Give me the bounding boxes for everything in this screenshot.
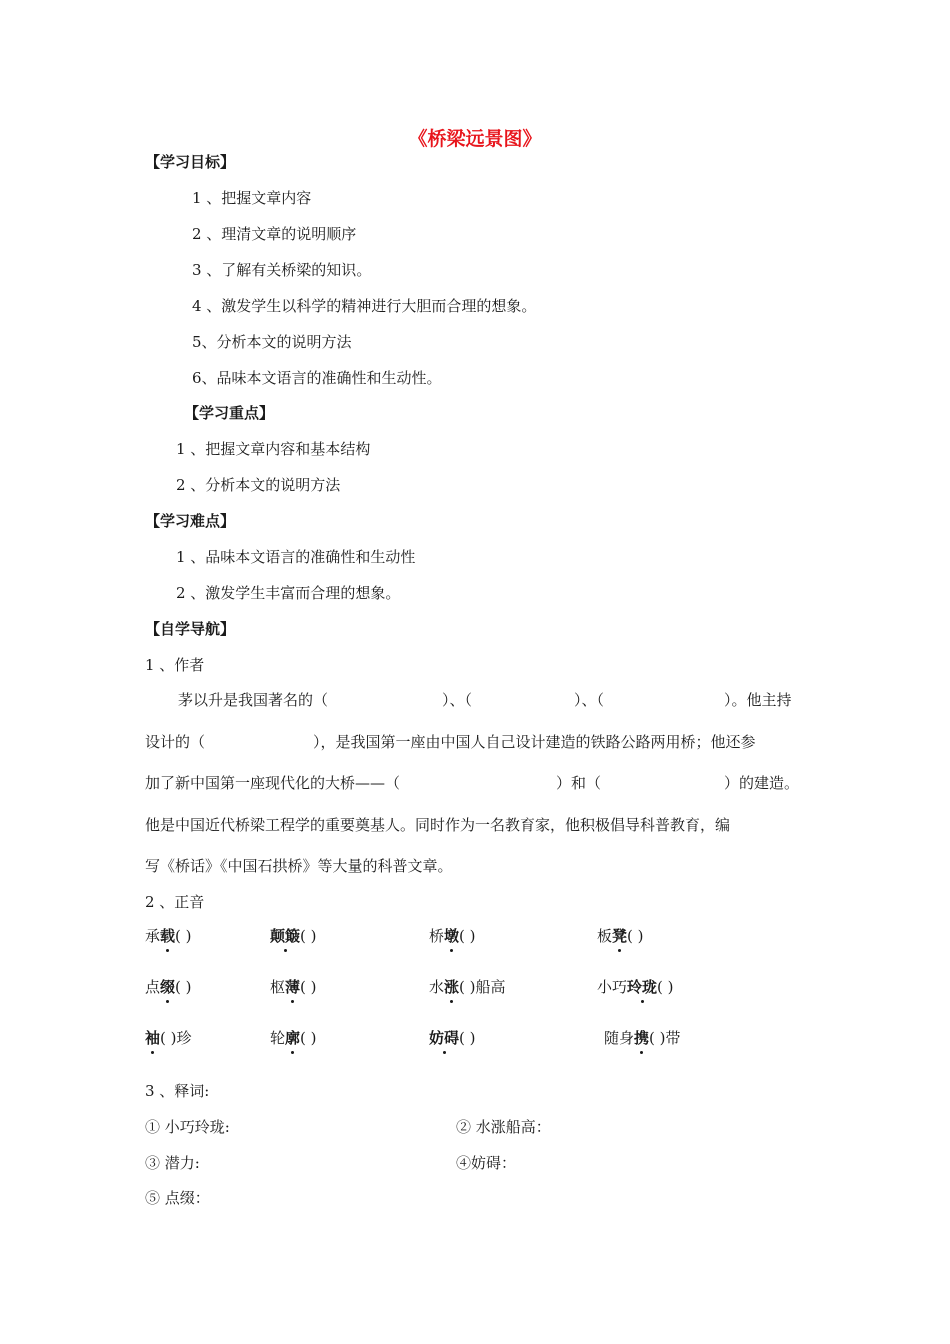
key-point-item: 1 、把握文章内容和基本结构 (176, 440, 371, 458)
author-line: 茅以升是我国著名的（ (178, 691, 329, 709)
goal-item: 5、分析本文的说明方法 (192, 333, 352, 351)
pronunciation-item: 轮廓( ) (270, 1029, 317, 1047)
vocab-item: ② 水涨船高： (456, 1118, 551, 1136)
author-line: ），是我国第一座由中国人自己设计建造的铁路公路两用桥；他还参 (313, 733, 756, 751)
document-title: 《桥梁远景图》 (408, 128, 542, 150)
vocab-item: ③ 潜力: (145, 1154, 200, 1172)
author-line: 加了新中国第一座现代化的大桥——（ (145, 774, 401, 792)
pronunciation-item: 枢薄( ) (270, 978, 317, 996)
pronunciation-item: 承载( ) (145, 927, 192, 945)
vocab-item: ④妨碍： (456, 1154, 517, 1172)
pronunciation-label: 2 、正音 (145, 893, 205, 911)
author-line: 设计的（ (145, 733, 206, 751)
vocab-item: ⑤ 点缀： (145, 1189, 210, 1207)
pronunciation-item: 妨碍( ) (429, 1029, 476, 1047)
key-points-heading: 【学习重点】 (184, 404, 275, 422)
self-study-heading: 【自学导航】 (145, 620, 236, 638)
author-line: 他是中国近代桥梁工程学的重要奠基人。同时作为一名教育家，他积极倡导科普教育，编 (145, 816, 731, 834)
author-label: 1 、作者 (145, 656, 205, 674)
pronunciation-item: 点缀( ) (145, 978, 192, 996)
pronunciation-item: 水涨( )船高 (429, 978, 506, 996)
goal-item: 6、品味本文语言的准确性和生动性。 (192, 369, 442, 387)
author-line: ）、（ (574, 691, 605, 709)
goal-item: 2 、理清文章的说明顺序 (192, 225, 357, 243)
author-line: ）。他主持 (724, 691, 792, 709)
author-line: ）的建造。 (724, 774, 800, 792)
pronunciation-item: 桥墩( ) (429, 927, 476, 945)
vocab-item: ① 小巧玲珑: (145, 1118, 230, 1136)
pronunciation-item: 板凳( ) (597, 927, 644, 945)
difficult-point-item: 2 、激发学生丰富而合理的想象。 (176, 584, 401, 602)
pronunciation-item: 颠簸( ) (270, 927, 317, 945)
key-point-item: 2 、分析本文的说明方法 (176, 476, 341, 494)
goal-item: 3 、了解有关桥梁的知识。 (192, 261, 372, 279)
vocab-label: 3 、释词: (145, 1082, 210, 1100)
goal-item: 1 、把握文章内容 (192, 189, 312, 207)
author-line: 写《桥话》《中国石拱桥》等大量的科普文章。 (145, 857, 453, 875)
author-line: ）和（ (556, 774, 602, 792)
author-line: ）、（ (442, 691, 473, 709)
pronunciation-item: 小巧玲珑( ) (597, 978, 674, 996)
difficult-points-heading: 【学习难点】 (145, 512, 236, 530)
goals-heading: 【学习目标】 (145, 153, 236, 171)
pronunciation-item: 袖( )珍 (145, 1029, 192, 1047)
pronunciation-item: 随身携( )带 (604, 1029, 681, 1047)
difficult-point-item: 1 、品味本文语言的准确性和生动性 (176, 548, 416, 566)
goal-item: 4 、激发学生以科学的精神进行大胆而合理的想象。 (192, 297, 537, 315)
